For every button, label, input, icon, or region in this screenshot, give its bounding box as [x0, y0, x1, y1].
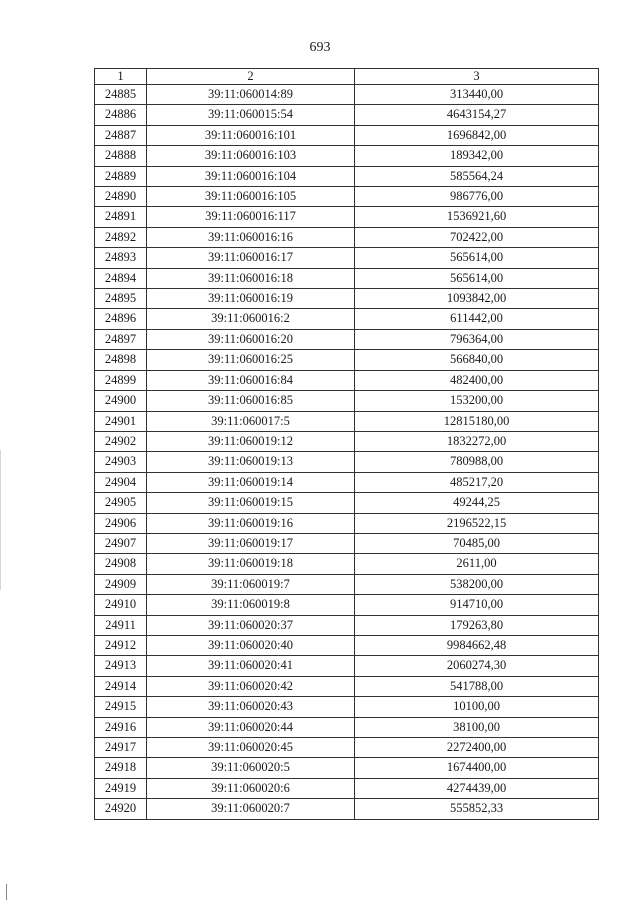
- table-row: [95, 799, 599, 819]
- table-row: [95, 717, 599, 737]
- row-number-cell: 24915: [95, 697, 147, 717]
- cadastral-number-cell: 39:11:060016:2: [147, 309, 355, 329]
- table-row: [95, 778, 599, 798]
- row-number-cell: 24903: [95, 452, 147, 472]
- cadastral-number-cell: 39:11:060020:5: [147, 758, 355, 778]
- cadastral-number-cell: 39:11:060016:85: [147, 391, 355, 411]
- cadastral-value-cell: 38100,00: [355, 717, 599, 737]
- row-number-cell: 24888: [95, 146, 147, 166]
- row-number-cell: 24920: [95, 799, 147, 819]
- cadastral-number-cell: 39:11:060016:18: [147, 268, 355, 288]
- cadastral-value-cell: 12815180,00: [355, 411, 599, 431]
- cadastral-number-cell: 39:11:060016:25: [147, 350, 355, 370]
- row-number-cell: 24913: [95, 656, 147, 676]
- cadastral-value-cell: 2272400,00: [355, 738, 599, 758]
- table-row: [95, 146, 599, 166]
- cadastral-number-cell: 39:11:060016:105: [147, 187, 355, 207]
- row-number-cell: 24919: [95, 778, 147, 798]
- table-row: [95, 595, 599, 615]
- table-row: [95, 431, 599, 451]
- row-number-cell: 24909: [95, 574, 147, 594]
- cadastral-value-cell: 485217,20: [355, 472, 599, 492]
- table-row: [95, 493, 599, 513]
- row-number-cell: 24906: [95, 513, 147, 533]
- cadastral-value-cell: 179263,80: [355, 615, 599, 635]
- row-number-cell: 24902: [95, 431, 147, 451]
- cadastral-value-cell: 914710,00: [355, 595, 599, 615]
- cadastral-number-cell: 39:11:060020:43: [147, 697, 355, 717]
- cadastral-value-cell: 2060274,30: [355, 656, 599, 676]
- table-row: [95, 615, 599, 635]
- cadastral-number-cell: 39:11:060017:5: [147, 411, 355, 431]
- cadastral-number-cell: 39:11:060019:8: [147, 595, 355, 615]
- cadastral-number-cell: 39:11:060020:44: [147, 717, 355, 737]
- table-row: [95, 656, 599, 676]
- cadastral-number-cell: 39:11:060020:37: [147, 615, 355, 635]
- cadastral-number-cell: 39:11:060014:89: [147, 85, 355, 105]
- cadastral-value-cell: 796364,00: [355, 329, 599, 349]
- row-number-cell: 24900: [95, 391, 147, 411]
- cadastral-number-cell: 39:11:060020:40: [147, 635, 355, 655]
- cadastral-value-cell: 1832272,00: [355, 431, 599, 451]
- row-number-cell: 24911: [95, 615, 147, 635]
- table-row: [95, 329, 599, 349]
- table-row: [95, 248, 599, 268]
- table-row: [95, 758, 599, 778]
- row-number-cell: 24898: [95, 350, 147, 370]
- cadastral-value-cell: 2196522,15: [355, 513, 599, 533]
- cadastral-number-cell: 39:11:060016:16: [147, 227, 355, 247]
- table-row: [95, 391, 599, 411]
- cadastral-value-cell: 566840,00: [355, 350, 599, 370]
- table-row: [95, 207, 599, 227]
- scan-margin-tick: [6, 884, 7, 900]
- table-row: [95, 411, 599, 431]
- table-row: [95, 738, 599, 758]
- cadastral-number-cell: 39:11:060019:14: [147, 472, 355, 492]
- row-number-cell: 24904: [95, 472, 147, 492]
- column-header-1: 1: [95, 69, 147, 85]
- table-row: [95, 309, 599, 329]
- column-header-3: 3: [355, 69, 599, 85]
- table-row: [95, 370, 599, 390]
- row-number-cell: 24907: [95, 533, 147, 553]
- cadastral-number-cell: 39:11:060020:7: [147, 799, 355, 819]
- cadastral-number-cell: 39:11:060016:84: [147, 370, 355, 390]
- row-number-cell: 24887: [95, 125, 147, 145]
- table-header-row: [95, 69, 599, 85]
- scan-margin-line: [0, 450, 1, 590]
- cadastral-value-cell: 1093842,00: [355, 289, 599, 309]
- cadastral-value-cell: 986776,00: [355, 187, 599, 207]
- row-number-cell: 24891: [95, 207, 147, 227]
- cadastral-number-cell: 39:11:060016:17: [147, 248, 355, 268]
- cadastral-number-cell: 39:11:060016:20: [147, 329, 355, 349]
- cadastral-number-cell: 39:11:060020:6: [147, 778, 355, 798]
- cadastral-number-cell: 39:11:060019:13: [147, 452, 355, 472]
- cadastral-number-cell: 39:11:060015:54: [147, 105, 355, 125]
- page-number: 693: [309, 40, 331, 55]
- cadastral-value-cell: 541788,00: [355, 676, 599, 696]
- table-row: [95, 533, 599, 553]
- cadastral-number-cell: 39:11:060019:18: [147, 554, 355, 574]
- row-number-cell: 24897: [95, 329, 147, 349]
- cadastral-number-cell: 39:11:060019:16: [147, 513, 355, 533]
- row-number-cell: 24894: [95, 268, 147, 288]
- cadastral-number-cell: 39:11:060016:101: [147, 125, 355, 145]
- row-number-cell: 24917: [95, 738, 147, 758]
- cadastral-value-cell: 49244,25: [355, 493, 599, 513]
- table-row: [95, 676, 599, 696]
- cadastral-number-cell: 39:11:060020:41: [147, 656, 355, 676]
- cadastral-value-cell: 482400,00: [355, 370, 599, 390]
- cadastral-value-cell: 4274439,00: [355, 778, 599, 798]
- cadastral-value-cell: 10100,00: [355, 697, 599, 717]
- cadastral-value-cell: 611442,00: [355, 309, 599, 329]
- row-number-cell: 24892: [95, 227, 147, 247]
- row-number-cell: 24899: [95, 370, 147, 390]
- row-number-cell: 24889: [95, 166, 147, 186]
- cadastral-value-cell: 153200,00: [355, 391, 599, 411]
- cadastral-value-cell: 1696842,00: [355, 125, 599, 145]
- row-number-cell: 24885: [95, 85, 147, 105]
- table-row: [95, 635, 599, 655]
- cadastral-value-cell: 4643154,27: [355, 105, 599, 125]
- cadastral-value-cell: 585564,24: [355, 166, 599, 186]
- cadastral-value-cell: 555852,33: [355, 799, 599, 819]
- cadastral-number-cell: 39:11:060016:104: [147, 166, 355, 186]
- table-row: [95, 554, 599, 574]
- table-row: [95, 513, 599, 533]
- table-row: [95, 574, 599, 594]
- row-number-cell: 24901: [95, 411, 147, 431]
- cadastral-value-cell: 313440,00: [355, 85, 599, 105]
- table-row: [95, 85, 599, 105]
- cadastral-value-cell: 565614,00: [355, 268, 599, 288]
- table-row: [95, 166, 599, 186]
- row-number-cell: 24910: [95, 595, 147, 615]
- cadastral-number-cell: 39:11:060020:45: [147, 738, 355, 758]
- table-row: [95, 268, 599, 288]
- table-row: [95, 187, 599, 207]
- table-row: [95, 227, 599, 247]
- row-number-cell: 24886: [95, 105, 147, 125]
- cadastral-value-cell: 565614,00: [355, 248, 599, 268]
- row-number-cell: 24914: [95, 676, 147, 696]
- column-header-2: 2: [147, 69, 355, 85]
- cadastral-value-cell: 9984662,48: [355, 635, 599, 655]
- cadastral-number-cell: 39:11:060016:103: [147, 146, 355, 166]
- row-number-cell: 24896: [95, 309, 147, 329]
- row-number-cell: 24918: [95, 758, 147, 778]
- row-number-cell: 24916: [95, 717, 147, 737]
- row-number-cell: 24908: [95, 554, 147, 574]
- cadastral-value-table: [94, 68, 599, 820]
- table-body: [95, 85, 599, 820]
- cadastral-value-cell: 1536921,60: [355, 207, 599, 227]
- cadastral-value-cell: 1674400,00: [355, 758, 599, 778]
- table-row: [95, 452, 599, 472]
- table-row: [95, 289, 599, 309]
- cadastral-value-cell: 2611,00: [355, 554, 599, 574]
- table-row: [95, 350, 599, 370]
- cadastral-value-cell: 780988,00: [355, 452, 599, 472]
- row-number-cell: 24895: [95, 289, 147, 309]
- cadastral-number-cell: 39:11:060020:42: [147, 676, 355, 696]
- cadastral-value-cell: 702422,00: [355, 227, 599, 247]
- cadastral-number-cell: 39:11:060019:7: [147, 574, 355, 594]
- cadastral-number-cell: 39:11:060019:17: [147, 533, 355, 553]
- cadastral-number-cell: 39:11:060019:15: [147, 493, 355, 513]
- table-row: [95, 125, 599, 145]
- row-number-cell: 24912: [95, 635, 147, 655]
- row-number-cell: 24893: [95, 248, 147, 268]
- table-row: [95, 697, 599, 717]
- table-row: [95, 472, 599, 492]
- cadastral-number-cell: 39:11:060016:117: [147, 207, 355, 227]
- cadastral-value-cell: 189342,00: [355, 146, 599, 166]
- cadastral-value-cell: 70485,00: [355, 533, 599, 553]
- cadastral-value-cell: 538200,00: [355, 574, 599, 594]
- table-row: [95, 105, 599, 125]
- row-number-cell: 24890: [95, 187, 147, 207]
- row-number-cell: 24905: [95, 493, 147, 513]
- cadastral-number-cell: 39:11:060016:19: [147, 289, 355, 309]
- cadastral-number-cell: 39:11:060019:12: [147, 431, 355, 451]
